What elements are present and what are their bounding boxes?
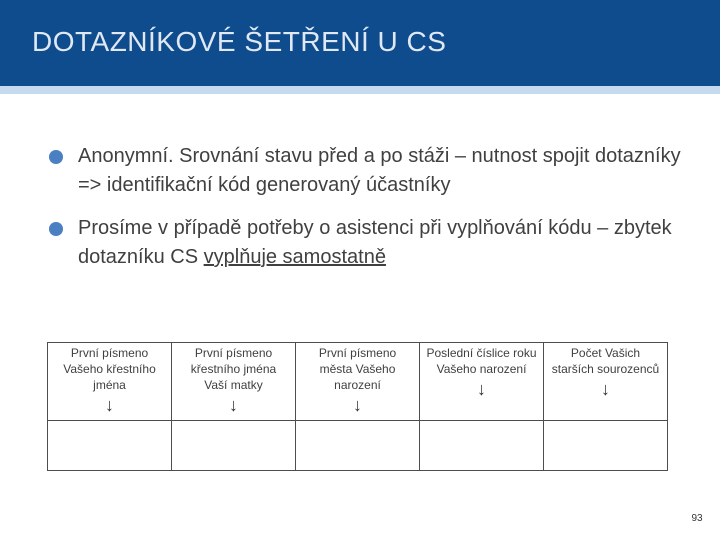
code-entry-cell-1[interactable] <box>48 421 172 471</box>
arrow-down-icon: ↓ <box>229 395 238 415</box>
code-header-cell <box>172 343 296 421</box>
code-header-cell <box>420 343 544 421</box>
arrow-down-icon: ↓ <box>353 395 362 415</box>
bullet-underlined-text: vyplňuje samostatně <box>203 246 386 268</box>
bullet-dot-icon <box>49 150 63 164</box>
bullet-text: Anonymní. Srovnání stavu před a po stáži – nutnost spojit dotazníky => identifikační kód generovaný účastníky <box>78 145 681 196</box>
participant-code-table <box>47 342 668 471</box>
code-header-label: První písmeno křestního jména Vaší matky <box>190 346 277 392</box>
title-bar <box>0 0 720 86</box>
arrow-down-icon: ↓ <box>105 395 114 415</box>
code-header-label: První písmeno města Vašeho narození <box>318 346 397 392</box>
arrow-down-icon: ↓ <box>601 379 610 399</box>
title-accent-band <box>0 86 720 94</box>
bullet-dot-icon <box>49 222 63 236</box>
bullet-item <box>48 214 688 272</box>
code-header-label: Poslední číslice roku Vašeho narození <box>426 346 537 376</box>
code-entry-row <box>48 421 668 471</box>
code-header-label: První písmeno Vašeho křestního jména <box>63 346 156 392</box>
code-entry-cell-3[interactable] <box>296 421 420 471</box>
page-number: 93 <box>691 513 703 524</box>
slide-title: DOTAZNÍKOVÉ ŠETŘENÍ U CS <box>32 26 447 57</box>
bullet-list <box>48 142 688 286</box>
bullet-item <box>48 142 688 200</box>
code-header-cell <box>48 343 172 421</box>
code-header-cell <box>296 343 420 421</box>
code-header-label: Počet Vašich starších sourozenců <box>551 346 660 376</box>
code-entry-cell-4[interactable] <box>420 421 544 471</box>
code-entry-cell-5[interactable] <box>544 421 668 471</box>
code-header-row <box>48 343 668 421</box>
bullet-text: Prosíme v případě potřeby o asistenci při vyplňování kódu – zbytek dotazníku CS <box>78 217 672 268</box>
arrow-down-icon: ↓ <box>477 379 486 399</box>
code-header-cell <box>544 343 668 421</box>
code-entry-cell-2[interactable] <box>172 421 296 471</box>
